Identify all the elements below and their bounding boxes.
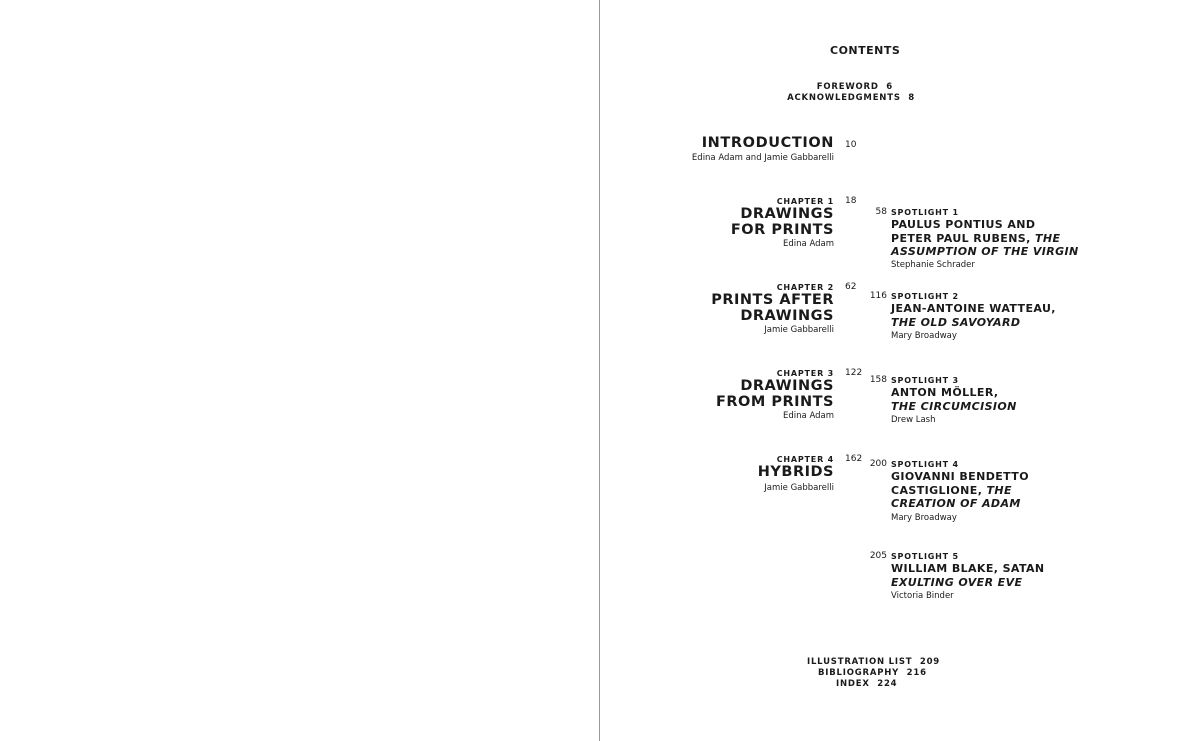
chapter-title-line: DRAWINGS — [740, 378, 834, 394]
chapter-title-line: DRAWINGS — [740, 307, 834, 324]
chapter-1-label: CHAPTER 1 — [776, 197, 834, 206]
back-label: INDEX — [836, 679, 870, 689]
front-page-number: 6 — [886, 82, 893, 92]
spotlight-title-line: GIOVANNI BENDETTO — [891, 470, 1029, 483]
contents-page — [600, 0, 1200, 741]
spotlight-2-label: SPOTLIGHT 2 — [891, 292, 959, 301]
spotlight-5-author: Victoria Binder — [891, 591, 954, 601]
chapter-title-line: HYBRIDS — [757, 464, 834, 480]
chapter-1-author: Edina Adam — [783, 239, 834, 249]
spotlight-1-author: Stephanie Schrader — [891, 260, 975, 270]
chapter-2-label: CHAPTER 2 — [776, 283, 834, 292]
introduction-page-number: 10 — [845, 140, 857, 150]
back-matter-bibliography[interactable] — [818, 668, 927, 678]
spotlight-4-author: Mary Broadway — [891, 513, 957, 523]
back-matter-illustration-list[interactable] — [807, 657, 940, 667]
introduction-author: Edina Adam and Jamie Gabbarelli — [691, 153, 834, 163]
chapter-3-page-number: 122 — [845, 368, 863, 378]
chapter-1-title[interactable] — [731, 207, 834, 238]
back-page-number: 209 — [919, 657, 941, 667]
spotlight-title-line: JEAN-ANTOINE WATTEAU, — [891, 302, 1056, 315]
back-label: ILLUSTRATION LIST — [807, 657, 913, 667]
back-label: BIBLIOGRAPHY — [818, 668, 900, 678]
spotlight-title-line: THE OLD SAVOYARD — [891, 315, 1021, 329]
chapter-4-page-number: 162 — [845, 454, 863, 464]
spotlight-title-line: PETER PAUL RUBENS, THE — [891, 231, 1061, 245]
introduction-title[interactable]: INTRODUCTION — [701, 135, 834, 151]
chapter-title-line: PRINTS AFTER — [711, 292, 834, 308]
chapter-4-label: CHAPTER 4 — [776, 455, 834, 464]
spotlight-4-title[interactable] — [891, 470, 1029, 511]
spotlight-title-line: CASTIGLIONE, THE — [891, 483, 1012, 497]
spotlight-5-page-number: 205 — [869, 551, 887, 561]
spotlight-2-author: Mary Broadway — [891, 331, 957, 341]
spotlight-1-title[interactable] — [891, 218, 1079, 259]
spotlight-1-label: SPOTLIGHT 1 — [891, 208, 959, 217]
chapter-title-line: FROM PRINTS — [715, 393, 834, 410]
chapter-3-author: Edina Adam — [783, 411, 834, 421]
spotlight-title-line: WILLIAM BLAKE, SATAN — [891, 562, 1045, 575]
chapter-title-line: DRAWINGS — [740, 206, 834, 222]
spotlight-2-title[interactable] — [891, 302, 1056, 329]
spotlight-3-page-number: 158 — [869, 375, 887, 385]
front-label: FOREWORD — [816, 82, 879, 92]
spotlight-3-title[interactable] — [891, 386, 1017, 413]
spotlight-title-line: CREATION OF ADAM — [891, 497, 1021, 510]
chapter-1-page-number: 18 — [845, 196, 857, 206]
front-matter-acknowledgments[interactable] — [787, 93, 915, 103]
back-matter-index[interactable] — [836, 679, 897, 689]
chapter-2-title[interactable] — [711, 293, 834, 324]
spotlight-5-title[interactable] — [891, 562, 1045, 589]
front-label: ACKNOWLEDGMENTS — [787, 93, 901, 103]
back-page-number: 216 — [906, 668, 927, 678]
spotlight-1-page-number: 58 — [875, 207, 887, 217]
spotlight-title-line: EXULTING OVER EVE — [891, 575, 1023, 589]
spotlight-3-label: SPOTLIGHT 3 — [891, 376, 959, 385]
contents-heading: CONTENTS — [830, 44, 901, 57]
spotlight-title-line: ANTON MÖLLER, — [891, 386, 999, 399]
front-matter-foreword[interactable] — [817, 82, 893, 92]
chapter-4-title[interactable] — [758, 465, 834, 481]
spotlight-2-page-number: 116 — [869, 291, 887, 301]
spotlight-title-line: THE CIRCUMCISION — [891, 399, 1017, 413]
spotlight-title-line: PAULUS PONTIUS AND — [891, 218, 1036, 231]
chapter-2-author: Jamie Gabbarelli — [764, 325, 834, 335]
front-page-number: 8 — [908, 93, 915, 103]
chapter-3-title[interactable] — [716, 379, 834, 410]
chapter-title-line: FOR PRINTS — [730, 221, 834, 238]
spotlight-5-label: SPOTLIGHT 5 — [891, 552, 959, 561]
spotlight-3-author: Drew Lash — [891, 415, 936, 425]
back-page-number: 224 — [877, 679, 898, 689]
spotlight-4-page-number: 200 — [869, 459, 887, 469]
chapter-2-page-number: 62 — [845, 282, 857, 292]
spotlight-title-line: ASSUMPTION OF THE VIRGIN — [891, 245, 1079, 258]
chapter-4-author: Jamie Gabbarelli — [764, 483, 834, 493]
chapter-3-label: CHAPTER 3 — [776, 369, 834, 378]
spotlight-4-label: SPOTLIGHT 4 — [891, 460, 959, 469]
